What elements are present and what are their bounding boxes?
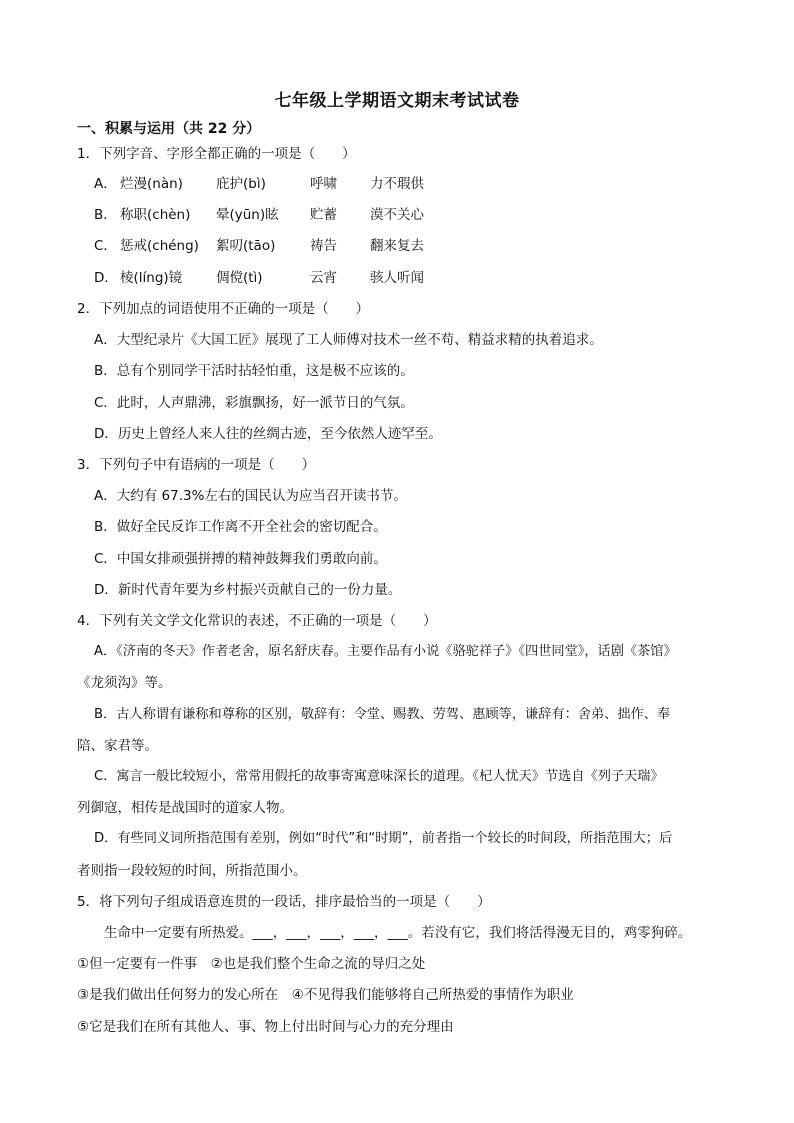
q4-option-b-line2: 陪、家君等。 — [77, 738, 158, 754]
question-1-stem: 1．下列字音、字形全都正确的一项是（ ） — [77, 146, 356, 162]
option-item: 棱(líng)镜 — [120, 270, 183, 286]
q5-sentences-1-2: ①但一定要有一件事 ②也是我们整个生命之流的导归之处 — [77, 956, 426, 972]
q3-option-a: A．大约有 67.3%左右的国民认为应当召开读书节。 — [94, 488, 407, 504]
option-item: 漠不关心 — [370, 207, 424, 223]
option-item: 呼啸 — [310, 176, 337, 192]
q4-option-a-line2: 《龙须沟》等。 — [77, 675, 172, 691]
question-2-stem: 2．下列加点的词语使用不正确的一项是（ ） — [77, 301, 370, 317]
option-item: 云宵 — [310, 270, 337, 286]
q4-option-d-line1: D．有些同义词所指范围有差别，例如“时代”和“时期”，前者指一个较长的时间段，所指范围大；后 — [94, 831, 673, 846]
option-item: 贮蓄 — [310, 207, 337, 223]
option-item: 骇人听闻 — [370, 270, 424, 286]
page-title: 七年级上学期语文期末考试试卷 — [274, 91, 520, 111]
option-label: B． — [94, 207, 117, 223]
q2-option-a: A．大型纪录片《大国工匠》展现了工人师傅对技术一丝不苟、精益求精的执着追求。 — [94, 332, 603, 348]
q3-option-b: B．做好全民反诈工作离不开全社会的密切配合。 — [94, 519, 387, 535]
q1-option-d — [94, 268, 554, 288]
q4-option-d-line2: 者则指一段较短的时间，所指范围小。 — [77, 863, 307, 879]
q4-option-a-line1: A．《济南的冬天》作者老舍，原名舒庆春。主要作品有小说《骆驼祥子》《四世同堂》，话剧《茶馆》 — [94, 644, 677, 659]
option-item: 晕(yūn)眩 — [216, 207, 279, 223]
q2-option-c: C．此时，人声鼎沸，彩旗飘扬，好一派节日的气氛。 — [94, 395, 414, 411]
q5-passage: 生命中一定要有所热爱。___，___，___，___，___。若没有它，我们将活得漫无目的，鸡零狗碎。 — [104, 925, 692, 941]
q2-option-d: D．历史上曾经人来人往的丝绸古迹，至今依然人迹罕至。 — [94, 426, 442, 442]
option-item: 称职(chèn) — [120, 207, 191, 223]
q3-option-d: D．新时代青年要为乡村振兴贡献自己的一份力量。 — [94, 582, 402, 598]
q2-option-b: B．总有个别同学干活时拈轻怕重，这是极不应该的。 — [94, 363, 414, 379]
option-item: 絮叨(tāo) — [216, 238, 276, 254]
q5-sentences-3-4: ③是我们做出任何努力的发心所在 ④不见得我们能够将自己所热爱的事情作为职业 — [77, 987, 574, 1003]
option-item: 庇护(bì) — [216, 176, 266, 192]
option-label: A． — [94, 176, 117, 192]
q4-option-b-line1: B．古人称谓有谦称和尊称的区别，敬辞有：令堂、赐教、劳驾、惠顾等，谦辞有：舍弟、拙作、奉 — [94, 707, 671, 722]
question-4-stem: 4．下列有关文学文化常识的表述，不正确的一项是（ ） — [77, 613, 437, 629]
option-item: 惩戒(chéng) — [120, 238, 199, 254]
option-item: 力不瑕供 — [370, 176, 424, 192]
q1-option-c — [94, 236, 554, 256]
q1-option-b — [94, 205, 554, 225]
q5-sentence-5: ⑤它是我们在所有其他人、事、物上付出时间与心力的充分理由 — [77, 1019, 454, 1035]
q3-option-c: C．中国女排顽强拼搏的精神鼓舞我们勇敢向前。 — [94, 551, 387, 567]
option-item: 祷告 — [310, 238, 337, 254]
option-label: C． — [94, 238, 117, 254]
section-heading: 一、积累与运用（共 22 分） — [77, 121, 261, 137]
q4-option-c-line1: C．寓言一般比较短小，常常用假托的故事寄寓意味深长的道理。《杞人忧天》节选自《列子天瑞》 — [94, 769, 664, 784]
option-item: 倜傥(tì) — [216, 270, 263, 286]
q1-option-a — [94, 174, 554, 194]
option-label: D． — [94, 270, 118, 286]
question-5-stem: 5．将下列句子组成语意连贯的一段话，排序最恰当的一项是（ ） — [77, 894, 491, 910]
option-item: 烂漫(nàn) — [120, 176, 183, 192]
q4-option-c-line2: 列御寇，相传是战国时的道家人物。 — [77, 800, 293, 816]
question-3-stem: 3．下列句子中有语病的一项是（ ） — [77, 457, 316, 473]
option-item: 翻来复去 — [370, 238, 424, 254]
